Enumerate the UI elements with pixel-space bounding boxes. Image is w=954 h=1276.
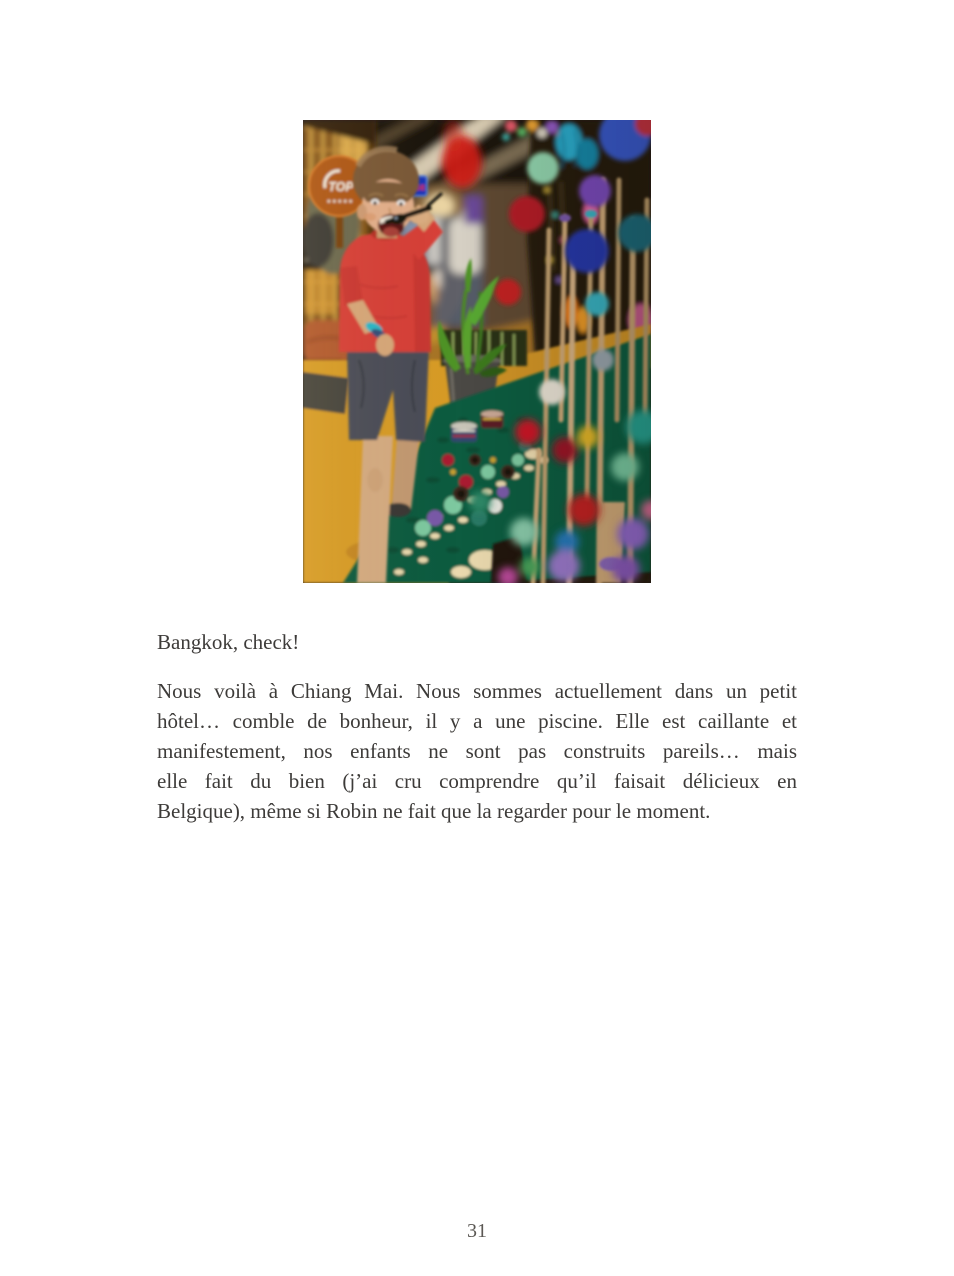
paragraph-line: hôtel… comble de bonheur, il y a une piscine. Elle est caillante et (157, 709, 797, 733)
paragraph-line: manifestement, nos enfants ne sont pas construits pareils… mais (157, 739, 797, 763)
page-number: 31 (467, 1220, 487, 1242)
paragraph-line: Nous voilà à Chiang Mai. Nous sommes actuellement dans un petit (157, 679, 797, 703)
intro-line: Bangkok, check! (157, 630, 300, 654)
photo-vignette (303, 120, 651, 583)
paragraph-line: elle fait du bien (j’ai cru comprendre qu’il faisait délicieux en (157, 769, 797, 793)
market-photo (303, 120, 651, 583)
paragraph-line: Belgique), même si Robin ne fait que la regarder pour le moment. (157, 799, 711, 823)
body-paragraph (157, 676, 797, 826)
market-photo-svg (303, 120, 651, 583)
